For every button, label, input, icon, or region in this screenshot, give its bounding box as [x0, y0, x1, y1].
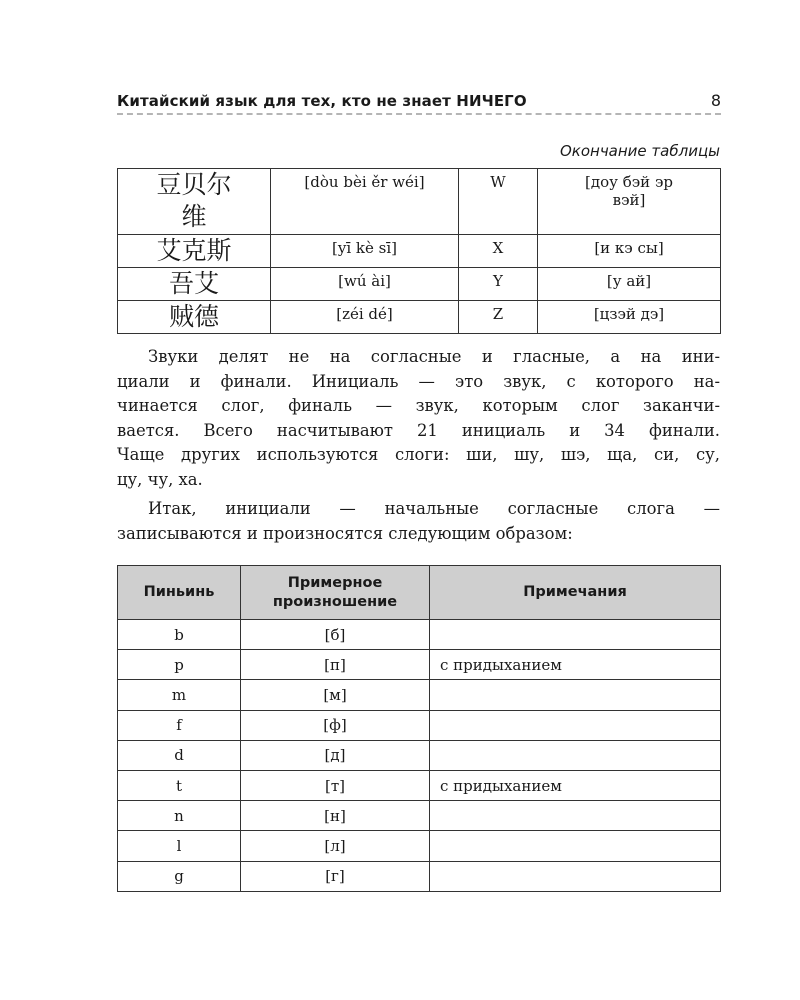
pinyin-cell: t — [118, 770, 241, 800]
header-divider — [117, 113, 721, 115]
letter-cell: W — [459, 169, 538, 235]
table-caption: Окончание таблицы — [559, 142, 720, 160]
hanzi-cell: 艾克斯 — [118, 235, 271, 268]
pinyin-cell: [yī kè sī] — [271, 235, 459, 268]
text-line: циали и финали. Инициаль — это звук, с которого на- — [117, 371, 720, 391]
reading-cell: [у ай] — [538, 268, 721, 301]
table-row — [118, 740, 721, 770]
page-header — [117, 92, 721, 116]
note-cell — [430, 831, 721, 861]
table-row — [118, 710, 721, 740]
pronunciation-cell: [п] — [241, 650, 430, 680]
reading-cell: [и кэ сы] — [538, 235, 721, 268]
pronunciation-cell: [г] — [241, 861, 430, 891]
column-header-pinyin: Пиньинь — [118, 566, 241, 620]
table-row — [118, 861, 721, 891]
pronunciation-cell: [д] — [241, 740, 430, 770]
pinyin-cell: l — [118, 831, 241, 861]
note-cell — [430, 710, 721, 740]
pinyin-cell: g — [118, 861, 241, 891]
letter-cell: X — [459, 235, 538, 268]
note-cell — [430, 861, 721, 891]
pinyin-cell: b — [118, 620, 241, 650]
alphabet-table-continued — [117, 168, 721, 334]
text-line: вается. Всего насчитывают 21 инициаль и 34 финали. — [117, 420, 720, 440]
pinyin-cell: p — [118, 650, 241, 680]
text-line: Итак, инициали — начальные согласные слога — — [148, 499, 720, 518]
table-row — [118, 831, 721, 861]
note-cell — [430, 801, 721, 831]
pinyin-cell: [dòu bèi ěr wéi] — [271, 169, 459, 235]
text-line: записываются и произносятся следующим образом: — [117, 523, 573, 543]
table-row — [118, 770, 721, 800]
note-cell: с придыханием — [430, 770, 721, 800]
table-header-row — [118, 566, 721, 620]
text-line: Звуки делят не на согласные и гласные, а на ини- — [148, 347, 720, 366]
pinyin-cell: [zéi dé] — [271, 301, 459, 334]
note-cell — [430, 740, 721, 770]
pronunciation-cell: [ф] — [241, 710, 430, 740]
text-line: Чаще других используются слоги: ши, шу, шэ, ща, си, су, — [117, 445, 720, 464]
table-row — [118, 301, 721, 334]
pinyin-cell: [wú ài] — [271, 268, 459, 301]
reading-cell: [доу бэй эр вэй] — [538, 169, 721, 235]
page-number: 8 — [710, 91, 721, 110]
hanzi-cell: 贼德 — [118, 301, 271, 334]
table-row — [118, 650, 721, 680]
pronunciation-cell: [б] — [241, 620, 430, 650]
column-header-pronunciation: Примерное произношение — [241, 566, 430, 620]
text-line: цу, чу, ха. — [117, 469, 203, 489]
hanzi-cell: 吾艾 — [118, 268, 271, 301]
note-cell — [430, 620, 721, 650]
letter-cell: Y — [459, 268, 538, 301]
pronunciation-cell: [л] — [241, 831, 430, 861]
running-title: Китайский язык для тех, кто не знает НИЧЕГО — [117, 92, 527, 110]
pinyin-cell: f — [118, 710, 241, 740]
table-row — [118, 169, 721, 235]
text-line: чинается слог, финаль — звук, которым слог заканчи- — [117, 396, 720, 415]
pronunciation-cell: [т] — [241, 770, 430, 800]
note-cell: с придыханием — [430, 650, 721, 680]
paragraph-intro-table — [117, 497, 720, 546]
pronunciation-cell: [н] — [241, 801, 430, 831]
hanzi-cell: 豆贝尔 维 — [118, 169, 271, 235]
pinyin-cell: m — [118, 680, 241, 710]
table-row — [118, 235, 721, 268]
table-row — [118, 680, 721, 710]
reading-cell: [цзэй дэ] — [538, 301, 721, 334]
initials-table — [117, 565, 721, 892]
column-header-notes: Примечания — [430, 566, 721, 620]
pinyin-cell: n — [118, 801, 241, 831]
letter-cell: Z — [459, 301, 538, 334]
table-row — [118, 620, 721, 650]
note-cell — [430, 680, 721, 710]
table-row — [118, 801, 721, 831]
table-row — [118, 268, 721, 301]
paragraph-initials-finals — [117, 345, 720, 492]
pronunciation-cell: [м] — [241, 680, 430, 710]
pinyin-cell: d — [118, 740, 241, 770]
